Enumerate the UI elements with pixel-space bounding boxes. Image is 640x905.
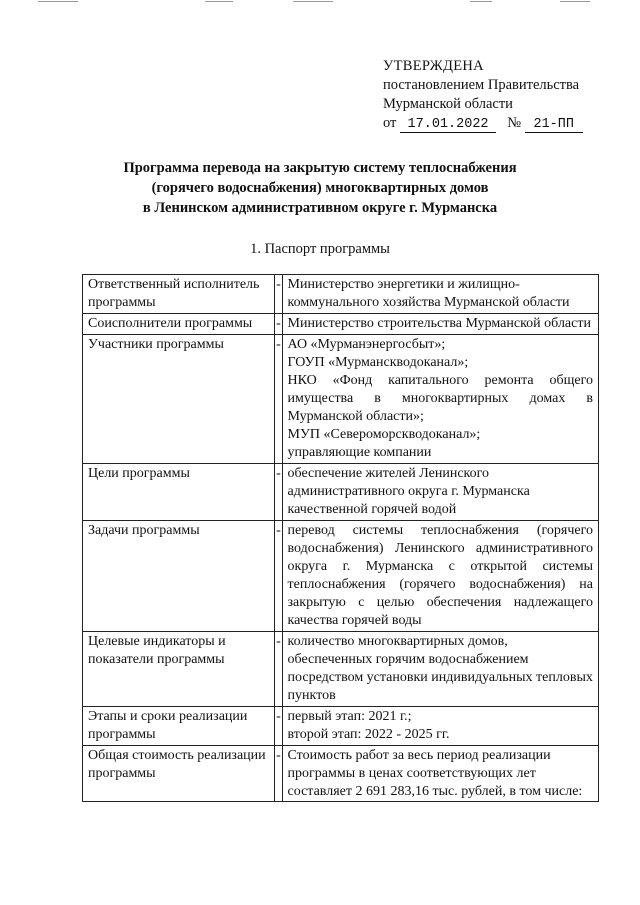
row-dash: - xyxy=(275,464,282,521)
row-dash: - xyxy=(275,707,282,746)
scan-top-marks xyxy=(0,0,640,4)
title-line-2: (горячего водоснабжения) многоквартирных домов xyxy=(151,180,489,196)
table-row xyxy=(83,335,599,464)
row-value xyxy=(282,521,598,632)
row-value xyxy=(282,335,598,464)
row-dash: - xyxy=(275,335,282,464)
value-line: управляющие компании xyxy=(287,445,432,460)
value-line: АО «Мурманэнергосбыт»; xyxy=(287,337,446,352)
approval-line-2: Мурманской области xyxy=(383,96,513,112)
approval-date-prefix: от xyxy=(383,115,397,131)
value-line: МУП «Североморскводоканал»; xyxy=(287,427,481,442)
value-line: перевод системы теплоснабжения (горячего водоснабжения) Ленинского административного округа г. Мурманска с открытой системы теплоснабжения (горячего водоснабжения) на закрытую с целью обеспечения надлежащего качества горячей воды xyxy=(287,523,593,628)
row-label: Цели программы xyxy=(83,464,275,521)
row-label: Целевые индикаторы и показатели программы xyxy=(83,632,275,707)
table-row xyxy=(83,632,599,707)
value-line: первый этап: 2021 г.; xyxy=(287,709,412,724)
value-line: ГОУП «Мурманскводоканал»; xyxy=(287,355,469,370)
approval-number: 21-ПП xyxy=(525,117,583,133)
title-line-3: в Ленинском административном округе г. Мурманска xyxy=(142,200,498,216)
row-value xyxy=(282,464,598,521)
row-dash: - xyxy=(275,314,282,335)
value-line: второй этап: 2022 - 2025 гг. xyxy=(287,727,450,742)
table-row xyxy=(83,314,599,335)
approval-date: 17.01.2022 xyxy=(400,117,496,133)
value-line: Стоимость работ за весь период реализации программы в ценах соответствующих лет составляет 2 691 283,16 тыс. рублей, в том числе: xyxy=(287,748,583,799)
approval-heading: УТВЕРЖДЕНА xyxy=(383,58,484,74)
row-dash: - xyxy=(275,275,282,314)
row-value xyxy=(282,275,598,314)
row-label: Ответственный исполнитель программы xyxy=(83,275,275,314)
value-line: обеспечение жителей Ленинского административного округа г. Мурманска качественной горячей водой xyxy=(287,466,530,517)
row-value xyxy=(282,632,598,707)
row-value xyxy=(282,746,598,802)
table-row xyxy=(83,464,599,521)
approval-number-sign: № xyxy=(507,115,522,131)
row-value xyxy=(282,314,598,335)
title-line-1: Программа перевода на закрытую систему теплоснабжения xyxy=(123,160,517,176)
row-dash: - xyxy=(275,521,282,632)
row-dash: - xyxy=(275,632,282,707)
row-value xyxy=(282,707,598,746)
table-row xyxy=(83,746,599,802)
table-row xyxy=(83,275,599,314)
table-row xyxy=(83,521,599,632)
row-label: Соисполнители программы xyxy=(83,314,275,335)
approval-date-line xyxy=(383,114,583,133)
document-title xyxy=(40,158,600,218)
row-label: Общая стоимость реализации программы xyxy=(83,746,275,802)
row-label: Задачи программы xyxy=(83,521,275,632)
approval-stamp xyxy=(383,57,583,133)
section-title: 1. Паспорт программы xyxy=(250,241,390,257)
approval-line-1: постановлением Правительства xyxy=(383,77,580,93)
value-line: количество многоквартирных домов, обеспеченных горячим водоснабжением посредством установки индивидуальных тепловых пунктов xyxy=(287,634,593,703)
row-label: Участники программы xyxy=(83,335,275,464)
row-label: Этапы и сроки реализации программы xyxy=(83,707,275,746)
program-passport-table xyxy=(82,274,599,802)
row-dash: - xyxy=(275,746,282,802)
value-line: НКО «Фонд капитального ремонта общего имущества в многоквартирных домах в Мурманской области»; xyxy=(287,373,593,424)
value-line: Министерство энергетики и жилищно-коммунального хозяйства Мурманской области xyxy=(287,277,570,310)
table-row xyxy=(83,707,599,746)
value-line: Министерство строительства Мурманской области xyxy=(287,316,591,331)
